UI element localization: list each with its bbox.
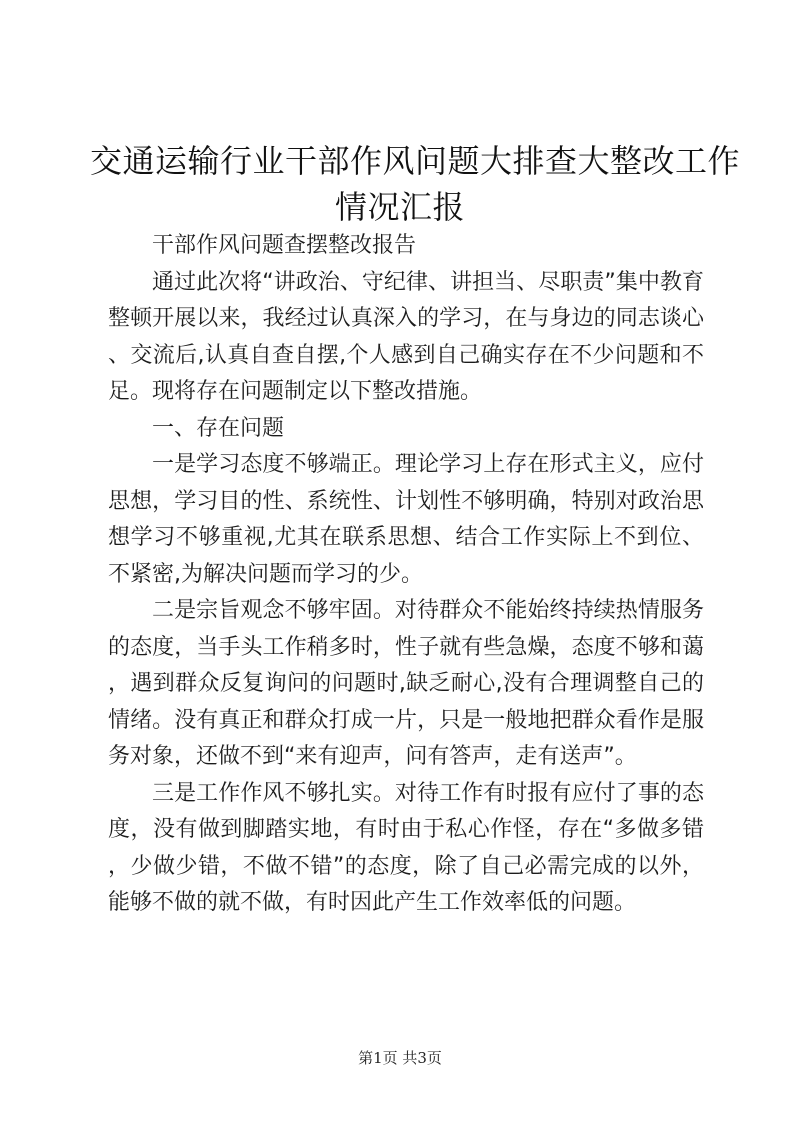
paragraph-subtitle: 干部作风问题查摆整改报告 <box>152 233 417 258</box>
page-number-footer: 第1页 共3页 <box>358 1049 442 1067</box>
title-line-1: 交通运输行业干部作风问题大排查大整改工作 <box>90 142 741 180</box>
paragraph-intro: 通过此次将“讲政治、守纪律、讲担当、尽职责”集中教育整顿开展以来，我经过认真深入的学习，在与身边的同志谈心、交流后,认真自查自摆,个人感到自己确实存在不少问题和不足。现将存在问题制定以下整改措施。 <box>108 269 704 404</box>
document-body <box>108 228 704 922</box>
document-title <box>90 138 741 230</box>
section-heading-problems: 一、存在问题 <box>152 415 285 441</box>
paragraph-problem-3: 三是工作作风不够扎实。对待工作有时报有应付了事的态度，没有做到脚踏实地，有时由于私心作怪，存在“多做多错，少做少错，不做不错”的态度，除了自己必需完成的以外，能够不做的就不做，有时因此产生工作效率低的问题。 <box>108 780 704 915</box>
paragraph-problem-2: 二是宗旨观念不够牢固。对待群众不能始终持续热情服务的态度，当手头工作稍多时，性子就有些急燥，态度不够和蔼，遇到群众反复询问的问题时,缺乏耐心,没有合理调整自己的情绪。没有真正和群众打成一片，只是一般地把群众看作是服务对象，还做不到“来有迎声，问有答声，走有送声”。 <box>108 598 704 769</box>
paragraph-problem-1: 一是学习态度不够端正。理论学习上存在形式主义，应付思想，学习目的性、系统性、计划性不够明确，特别对政治思想学习不够重视,尤其在联系思想、结合工作实际上不到位、不紧密,为解决问题而学习的少。 <box>108 452 704 587</box>
title-line-2: 情况汇报 <box>334 188 465 226</box>
